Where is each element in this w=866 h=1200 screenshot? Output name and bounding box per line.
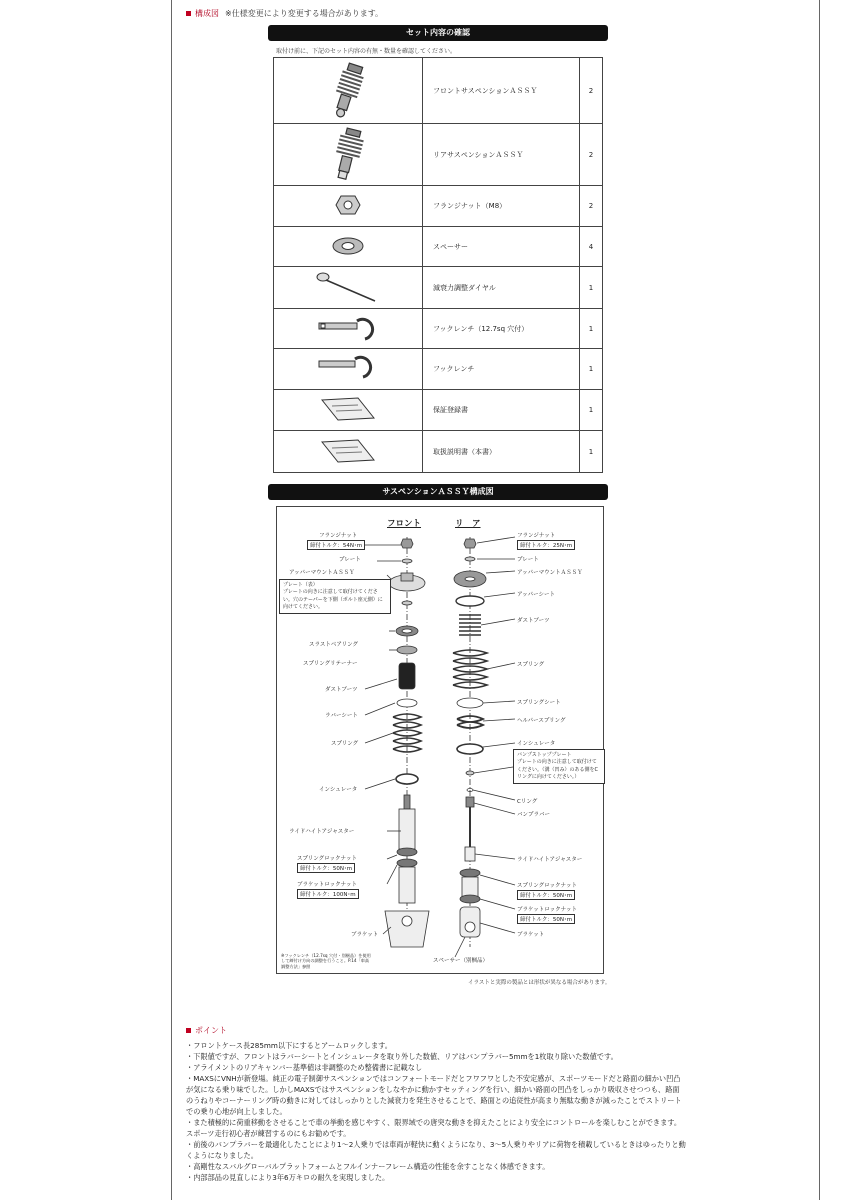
points-list	[186, 1040, 686, 1183]
rear-flange-torque: 締付トルク：25N･m	[517, 540, 575, 550]
rear-ride-height-adjuster-label: ライドハイトアジャスター	[517, 857, 583, 863]
list-item: ・高剛性なスバルグローバルプラットフォームとフルインナーフレーム構造の性能を余すことなく体感できます。	[186, 1162, 550, 1171]
item-name: 取扱説明書（本書）	[423, 431, 580, 473]
front-suspension-icon	[274, 58, 423, 124]
item-qty: 2	[580, 58, 603, 124]
item-name: 保証登録書	[423, 390, 580, 431]
set-contents-intro: 取付け前に、下記のセット内容の有無・数量を確認してください。	[276, 48, 457, 55]
frame-right-border	[819, 0, 820, 1200]
item-qty: 2	[580, 186, 603, 227]
item-name: スペーサー	[423, 227, 580, 267]
list-item: ・下限値ですが、フロントはラバーシートとインシュレータを取り外した数値、リアはバンプラバー5mmを1枚取り除いた数値です。	[186, 1052, 618, 1061]
rear-spacer-label: スペーサー（別梱品）	[433, 958, 489, 964]
front-spring-lock-nut-label: スプリングロックナット	[297, 856, 357, 862]
rear-bump-stop-note: バンプストッププレート プレートの向きに注意して取付けてください。（溝（凹み）のある側をCリングに向けてください。）	[513, 749, 605, 784]
rear-bracket-lock-torque: 締付トルク：50N･m	[517, 914, 575, 924]
item-qty: 2	[580, 124, 603, 186]
rear-bump-rubber-label: バンプラバー	[517, 812, 551, 818]
front-bracket-label: ブラケット	[351, 932, 379, 938]
front-flange-torque: 締付トルク：54N･m	[307, 540, 365, 550]
rear-spring-lock-nut-label: スプリングロックナット	[517, 883, 577, 889]
table-row	[274, 309, 603, 349]
manual-document-icon	[274, 431, 423, 473]
front-dust-boot-label: ダストブーツ	[325, 687, 358, 693]
item-qty: 1	[580, 431, 603, 473]
table-row	[274, 267, 603, 309]
warranty-document-icon	[274, 390, 423, 431]
composition-note: ※仕様変更により変更する場合があります。	[225, 9, 384, 18]
table-row	[274, 431, 603, 473]
front-flange-nut-label: フランジナット	[319, 533, 358, 539]
item-qty: 4	[580, 227, 603, 267]
item-qty: 1	[580, 349, 603, 390]
front-wrench-note: ※フックレンチ（12.7sq 穴付・別梱品）を使用して締付け方向の調整を行うこと。P.14「車高調整方法」参照	[281, 953, 371, 969]
composition-heading	[186, 8, 383, 19]
rear-suspension-icon	[274, 124, 423, 186]
damping-dial-icon	[274, 267, 423, 309]
front-spring-lock-torque: 締付トルク：50N･m	[297, 863, 355, 873]
points-heading	[186, 1025, 227, 1036]
table-row	[274, 227, 603, 267]
item-qty: 1	[580, 309, 603, 349]
front-upper-mount-label: アッパーマウントＡＳＳＹ	[289, 570, 355, 576]
rear-flange-nut-label: フランジナット	[517, 533, 556, 539]
hook-wrench-sq-icon	[274, 309, 423, 349]
rear-insulator-label: インシュレータ	[517, 741, 556, 747]
list-item: ・MAXSにVNHが新登場。純正の電子制御サスペンションではコンフォートモードだとフワフワとした不安定感が、スポーツモードだと路面の細かい凹凸が気になる乗り味でした。しかしMAXSではサスペンションをしなやかに動かすセッティングを行い、細かい路面の凹凸をしっかり吸収させつつも、路面のうねりやコーナーリング時の動きに対してはしっかりとした減衰力を発生させることで、路面との追従性が高まり無駄な動きが減ったことでストリートでの乗り心地が向上しました。	[186, 1074, 682, 1116]
item-name: リアサスペンションＡＳＳＹ	[423, 124, 580, 186]
front-insulator-label: インシュレータ	[319, 787, 358, 793]
assy-diagram	[276, 506, 604, 974]
list-item: ・また積極的に荷重移動をさせることで車の挙動を感じやすく、限界域での唐突な動きを抑えたことにより安全にコントロールを楽しむことができます。スポーツ走行初心者が練習するのにもお勧めです。	[186, 1118, 682, 1138]
table-row	[274, 349, 603, 390]
item-qty: 1	[580, 390, 603, 431]
item-name: フランジナット（M8）	[423, 186, 580, 227]
composition-label: 構成図	[195, 9, 219, 18]
front-bracket-lock-torque: 締付トルク：100N･m	[297, 889, 359, 899]
list-item: ・アライメントのリアキャンバー基準値は非調整のため整備書に記載なし	[186, 1063, 423, 1072]
list-item: ・内部部品の見直しにより3年6万キロの耐久を実現しました。	[186, 1173, 390, 1182]
rear-c-ring-label: Cリング	[517, 799, 538, 805]
front-spring-retainer-label: スプリングリテーナー	[303, 661, 358, 667]
front-heading: フロント	[387, 519, 422, 529]
item-name: フックレンチ（12.7sq 穴付）	[423, 309, 580, 349]
list-item: ・フロントケース長285mm以下にするとアームロックします。	[186, 1041, 392, 1050]
hook-wrench-icon	[274, 349, 423, 390]
rear-helper-spring-label: ヘルパースプリング	[517, 718, 566, 724]
front-ride-height-adjuster-label: ライドハイトアジャスター	[289, 829, 355, 835]
red-square-icon	[186, 11, 191, 16]
rear-spring-lock-torque: 締付トルク：50N･m	[517, 890, 575, 900]
rear-heading: リ ア	[455, 519, 481, 529]
item-qty: 1	[580, 267, 603, 309]
rear-upper-sheet-label: アッパーシート	[517, 592, 556, 598]
red-square-icon	[186, 1028, 191, 1033]
assy-section-title: サスペンションＡＳＳＹ構成図	[268, 484, 608, 500]
item-name: フロントサスペンションＡＳＳＹ	[423, 58, 580, 124]
points-title: ポイント	[195, 1026, 227, 1035]
illustration-caption: イラストと実際の製品とは形状が異なる場合があります。	[468, 980, 611, 986]
front-plate-note: プレート（表） プレートの向きに注意して取付けてください。穴のテーパーを下側（ボルト座元側）に向けてください。	[279, 579, 391, 614]
front-spring-label: スプリング	[331, 741, 359, 747]
rear-spring-label: スプリング	[517, 662, 545, 668]
front-plate-label: プレート	[339, 557, 361, 563]
list-item: ・前後のバンプラバーを最適化したことにより1～2人乗りでは車両が軽快に動くようになり、3～5人乗りやリアに荷物を積載しているときはゆったりと動くようになりました。	[186, 1140, 686, 1160]
table-row	[274, 124, 603, 186]
rear-bracket-label: ブラケット	[517, 932, 545, 938]
spacer-icon	[274, 227, 423, 267]
rear-bracket-lock-nut-label: ブラケットロックナット	[517, 907, 578, 913]
table-row	[274, 58, 603, 124]
front-bracket-lock-nut-label: ブラケットロックナット	[297, 882, 358, 888]
front-thrust-bearing-label: スラストベアリング	[309, 642, 359, 648]
rear-plate-label: プレート	[517, 557, 539, 563]
rear-upper-mount-label: アッパーマウントＡＳＳＹ	[517, 570, 583, 576]
parts-table	[273, 57, 603, 473]
rear-spring-seat-label: スプリングシート	[517, 700, 561, 706]
set-contents-title: セット内容の確認	[268, 25, 608, 41]
item-name: 減衰力調整ダイヤル	[423, 267, 580, 309]
frame-left-border	[171, 0, 172, 1200]
flange-nut-icon	[274, 186, 423, 227]
table-row	[274, 390, 603, 431]
table-row	[274, 186, 603, 227]
front-rubber-sheet-label: ラバーシート	[325, 713, 358, 719]
item-name: フックレンチ	[423, 349, 580, 390]
rear-dust-boot-label: ダストブーツ	[517, 618, 550, 624]
